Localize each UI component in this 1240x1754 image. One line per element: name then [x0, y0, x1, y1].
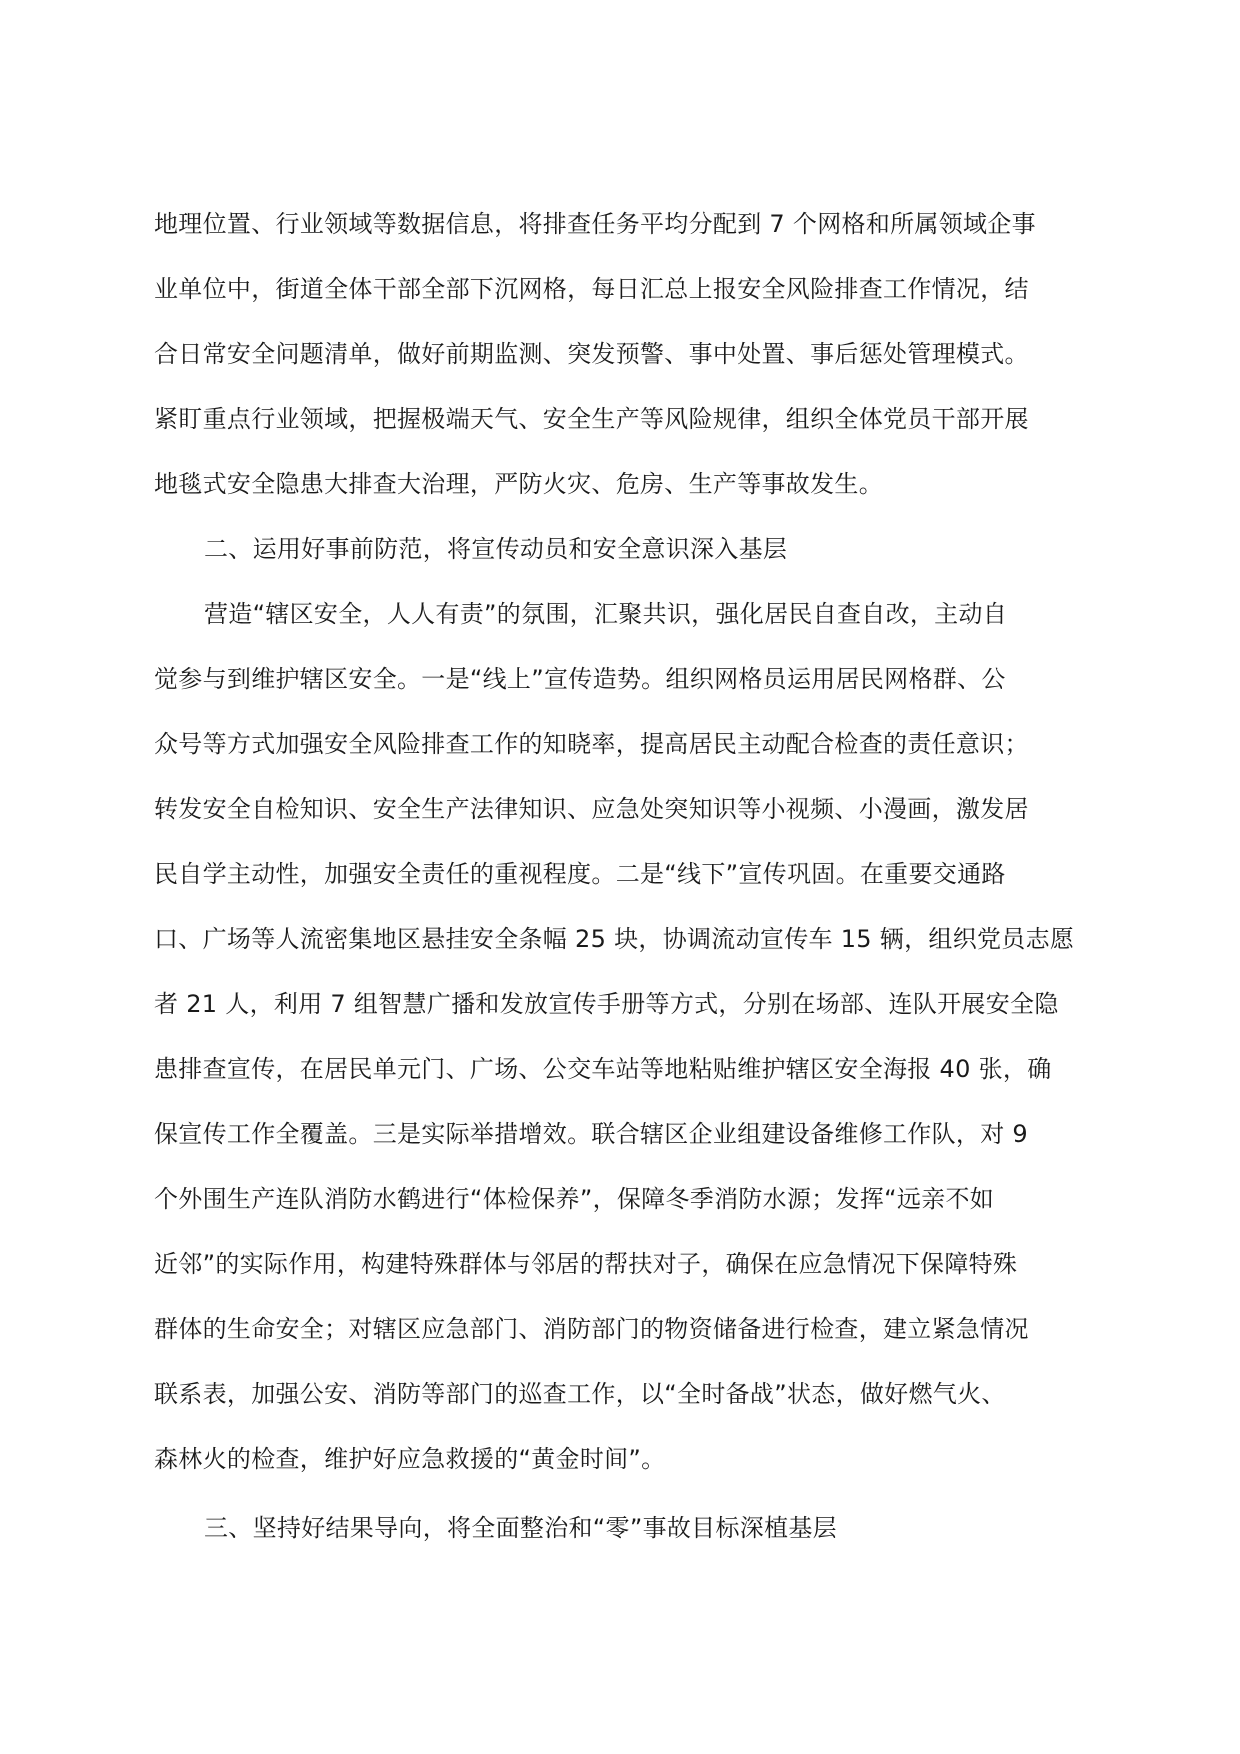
section-heading-2: 二、运用好事前防范，将宣传动员和安全意识深入基层 — [204, 535, 788, 563]
paragraph-line: 联系表，加强公安、消防等部门的巡查工作，以“全时备战”状态，做好燃气火、 — [154, 1380, 1006, 1408]
paragraph-line: 保宣传工作全覆盖。三是实际举措增效。联合辖区企业组建设备维修工作队，对 9 — [154, 1120, 1028, 1148]
paragraph-line: 个外围生产连队消防水鹤进行“体检保养”，保障冬季消防水源；发挥“远亲不如 — [154, 1185, 995, 1213]
paragraph-line: 近邻”的实际作用，构建特殊群体与邻居的帮扶对子，确保在应急情况下保障特殊 — [154, 1250, 1018, 1278]
paragraph-line: 患排查宣传，在居民单元门、广场、公交车站等地粘贴维护辖区安全海报 40 张，确 — [154, 1055, 1052, 1083]
paragraph-line: 者 21 人，利用 7 组智慧广播和发放宣传手册等方式，分别在场部、连队开展安全隐 — [154, 990, 1059, 1018]
paragraph-line: 觉参与到维护辖区安全。一是“线上”宣传造势。组织网格员运用居民网格群、公 — [154, 665, 1006, 693]
paragraph-line: 口、广场等人流密集地区悬挂安全条幅 25 块，协调流动宣传车 15 辆，组织党员志愿 — [154, 925, 1075, 953]
paragraph-line: 营造“辖区安全，人人有责”的氛围，汇聚共识，强化居民自查自改，主动自 — [204, 600, 1008, 628]
paragraph-line: 合日常安全问题清单，做好前期监测、突发预警、事中处置、事后惩处管理模式。 — [154, 340, 1029, 368]
paragraph-line: 群体的生命安全；对辖区应急部门、消防部门的物资储备进行检查，建立紧急情况 — [154, 1315, 1029, 1343]
paragraph-line: 地毯式安全隐患大排查大治理，严防火灾、危房、生产等事故发生。 — [154, 470, 883, 498]
section-heading-3: 三、坚持好结果导向，将全面整治和“零”事故目标深植基层 — [204, 1514, 837, 1542]
paragraph-line: 众号等方式加强安全风险排查工作的知晓率，提高居民主动配合检查的责任意识； — [154, 730, 1029, 758]
paragraph-line: 地理位置、行业领域等数据信息，将排查任务平均分配到 7 个网格和所属领域企事 — [154, 210, 1036, 238]
paragraph-line: 业单位中，街道全体干部全部下沉网格，每日汇总上报安全风险排查工作情况，结 — [154, 275, 1029, 303]
paragraph-line: 转发安全自检知识、安全生产法律知识、应急处突知识等小视频、小漫画，激发居 — [154, 795, 1029, 823]
paragraph-line: 民自学主动性，加强安全责任的重视程度。二是“线下”宣传巩固。在重要交通路 — [154, 860, 1006, 888]
document-body — [154, 192, 1084, 1561]
paragraph-line: 森林火的检查，维护好应急救援的“黄金时间”。 — [154, 1445, 666, 1473]
paragraph-line: 紧盯重点行业领域，把握极端天气、安全生产等风险规律，组织全体党员干部开展 — [154, 405, 1029, 433]
